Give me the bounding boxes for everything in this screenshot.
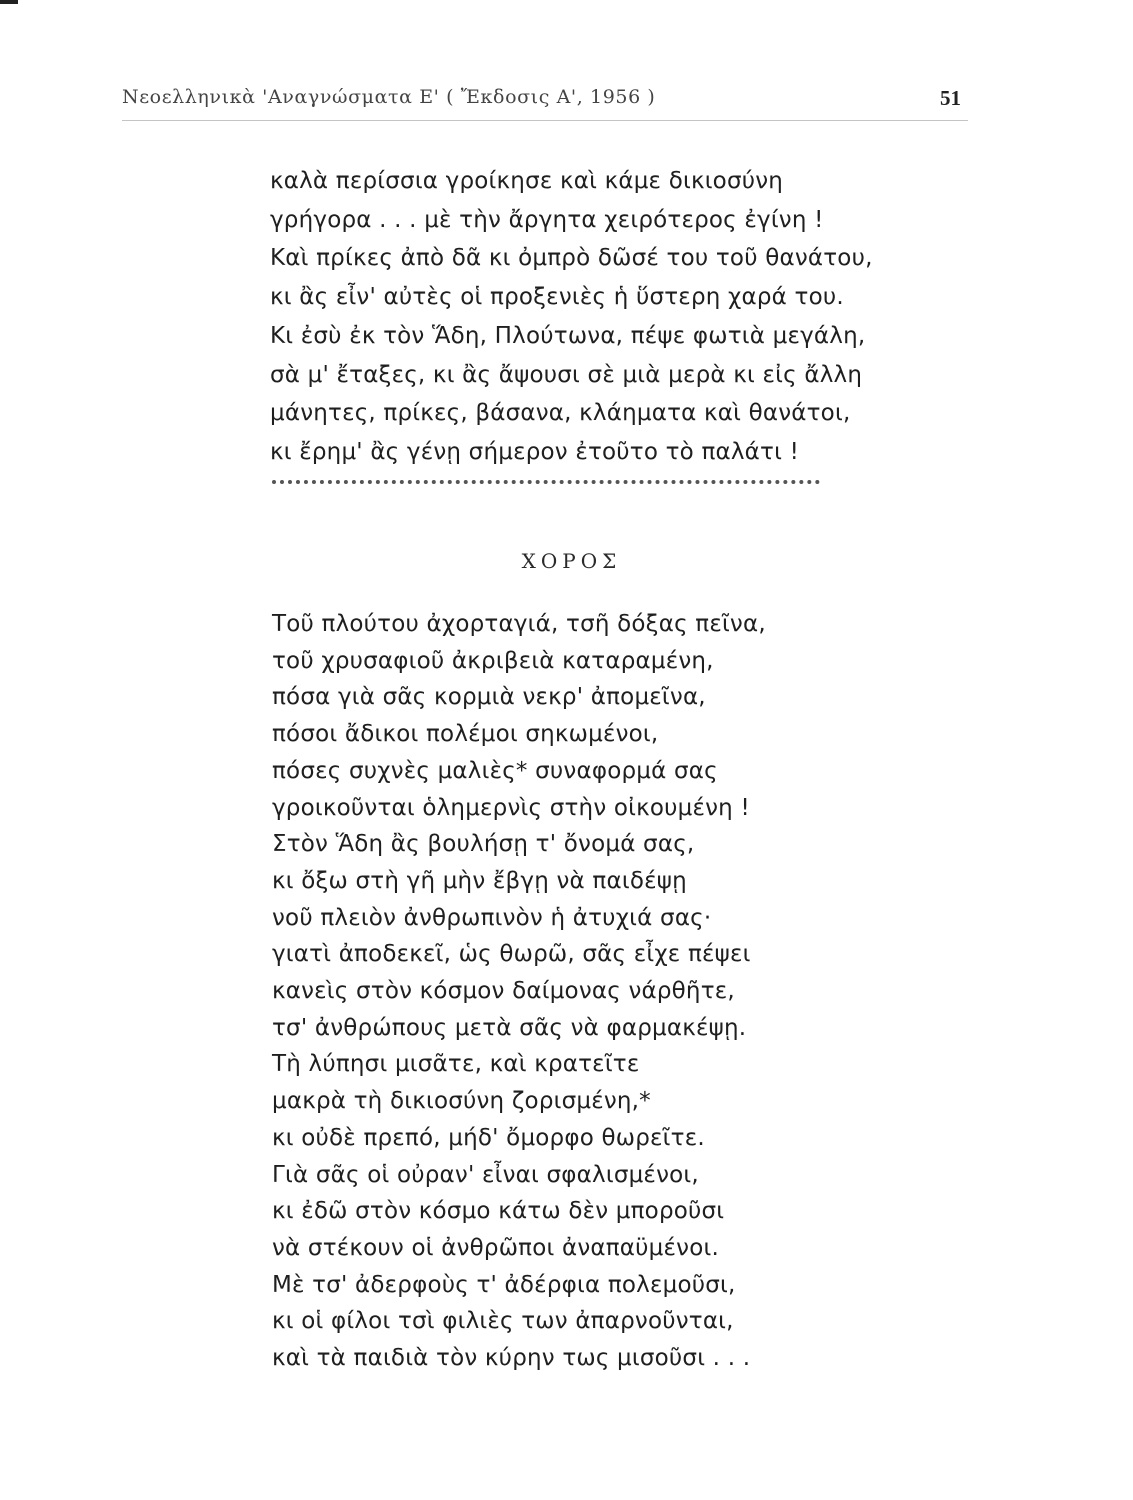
verse-line: κι ἐδῶ στὸν κόσμο κάτω δὲν μποροῦσι xyxy=(272,1198,725,1225)
verse-line: Μὲ τσ' ἀδερφοὺς τ' ἀδέρφια πολεμοῦσι, xyxy=(272,1271,736,1298)
verse-stanza-top xyxy=(270,162,873,472)
verse-line: κι ἂς εἶν' αὐτὲς οἱ προξενιὲς ἡ ὕστερη χαρά του. xyxy=(270,284,844,311)
section-title-choros: ΧΟΡΟΣ xyxy=(521,549,622,573)
verse-line: Γιὰ σᾶς οἱ οὐραν' εἶναι σφαλισμένοι, xyxy=(272,1161,699,1188)
verse-line: Κι ἐσὺ ἐκ τὸν Ἅδη, Πλούτωνα, πέψε φωτιὰ μεγάλη, xyxy=(270,322,866,349)
running-head-title: Νεοελληνικὰ 'Αναγνώσματα Ε' ( Ἔκδοσις Α', 1956 ) xyxy=(122,86,656,108)
verse-line: καὶ τὰ παιδιὰ τὸν κύρην τως μισοῦσι . . . xyxy=(272,1345,751,1372)
verse-line: μάνητες, πρίκες, βάσανα, κλάηματα καὶ θανάτοι, xyxy=(270,400,851,427)
verse-line: κι οὐδὲ πρεπό, μήδ' ὄμορφο θωρεῖτε. xyxy=(272,1124,705,1151)
verse-line: Τοῦ πλούτου ἀχορταγιά, τσῆ δόξας πεῖνα, xyxy=(272,611,766,637)
omission-dots-divider xyxy=(272,480,820,484)
verse-line: πόσα γιὰ σᾶς κορμιὰ νεκρ' ἀπομεῖνα, xyxy=(272,684,706,711)
verse-stanza-chorus xyxy=(272,606,766,1377)
header-rule xyxy=(122,120,968,121)
verse-line: Στὸν Ἅδη ἂς βουλήσῃ τ' ὄνομά σας, xyxy=(272,831,695,858)
verse-line: καλὰ περίσσια γροίκησε καὶ κάμε δικιοσύνη xyxy=(270,168,784,194)
verse-line: κι ἔρημ' ἂς γένῃ σήμερον ἐτοῦτο τὸ παλάτι ! xyxy=(270,438,799,465)
verse-line: σὰ μ' ἔταξες, κι ἂς ἄψουσι σὲ μιὰ μερὰ κι εἰς ἄλλη xyxy=(270,361,863,388)
verse-line: νὰ στέκουν οἱ ἀνθρῶποι ἀναπαϋμένοι. xyxy=(272,1234,719,1261)
verse-line: μακρὰ τὴ δικιοσύνη ζορισμένη,* xyxy=(272,1088,651,1115)
verse-line: πόσες συχνὲς μαλιὲς* συναφορμά σας xyxy=(272,757,718,784)
verse-line: γρήγορα . . . μὲ τὴν ἄργητα χειρότερος ἐγίνη ! xyxy=(270,206,824,233)
verse-line: Τὴ λύπησι μισᾶτε, καὶ κρατεῖτε xyxy=(272,1051,640,1078)
verse-line: πόσοι ἄδικοι πολέμοι σηκωμένοι, xyxy=(272,721,659,748)
verse-line: γιατὶ ἀποδεκεῖ, ὡς θωρῶ, σᾶς εἶχε πέψει xyxy=(272,941,751,968)
scan-edge-mark xyxy=(0,0,18,4)
verse-line: κι ὄξω στὴ γῆ μὴν ἔβγῃ νὰ παιδέψῃ xyxy=(272,867,687,894)
verse-line: τσ' ἀνθρώπους μετὰ σᾶς νὰ φαρμακέψῃ. xyxy=(272,1014,747,1041)
verse-line: Καὶ πρίκες ἀπὸ δᾶ κι ὀμπρὸ δῶσέ του τοῦ θανάτου, xyxy=(270,245,873,272)
verse-line: γροικοῦνται ὁλημερνὶς στὴν οἰκουμένη ! xyxy=(272,794,750,821)
verse-line: κανεὶς στὸν κόσμον δαίμονας νάρθῆτε, xyxy=(272,978,735,1005)
verse-line: τοῦ χρυσαφιοῦ ἀκριβειὰ καταραμένη, xyxy=(272,647,714,674)
verse-line: νοῦ πλειὸν ἀνθρωπινὸν ἡ ἀτυχιά σας· xyxy=(272,904,712,931)
verse-line: κι οἱ φίλοι τσὶ φιλιὲς των ἀπαρνοῦνται, xyxy=(272,1308,734,1335)
page-number: 51 xyxy=(940,86,961,110)
